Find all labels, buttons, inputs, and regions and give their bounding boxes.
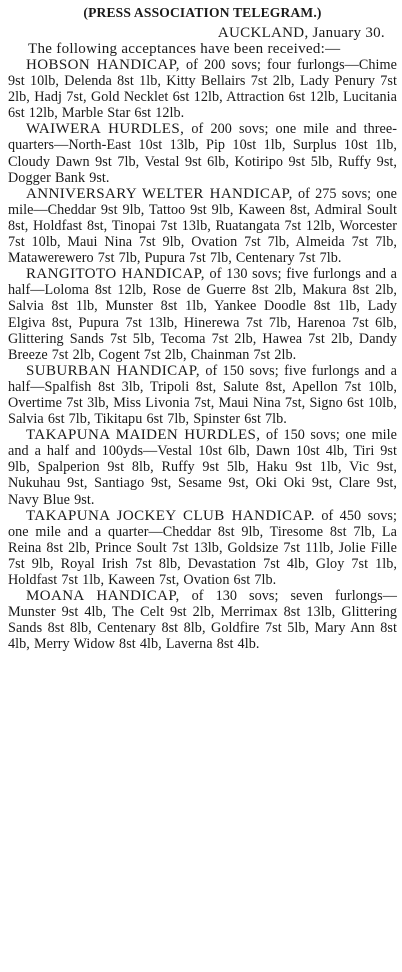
dateline: AUCKLAND, January 30.	[217, 25, 385, 41]
race-entry	[8, 186, 397, 266]
race-details: of 130 sovs; five furlongs and a half—Loloma 8st 12lb, Rose de Guerre 8st 2lb, Makura 8st 2lb, Salvia 8st 1lb, Munster 8st 1lb, Yankee Doodle 8st 1lb, Lady Elgiva 8st, Pupura 7st 13lb, Hinerewa 7st 7lb, Harenoa 7st 6lb, Glittering Sands 7st 5lb, Tecoma 7st 2lb, Hawea 7st 2lb, Dandy Breeze 7st 2lb, Cogent 7st 2lb, Chainman 7st 2lb.	[8, 266, 397, 363]
intro-paragraph: The following acceptances have been received:—	[28, 41, 341, 57]
race-entry	[8, 363, 397, 427]
race-details: of 150 sovs; one mile and a half and 100yds—Vestal 10st 6lb, Dawn 10st 4lb, Tiri 9st 9lb, Spalperion 9st 8lb, Ruffy 9st 5lb, Haku 9st 1lb, Vic 9st, Nukuhau 9st, Santiago 9st, Sesame 9st, Oki Oki 9st, Clare 9st, Navy Blue 9st.	[8, 427, 397, 508]
race-details: of 200 sovs; one mile and three-quarters—North-East 10st 13lb, Pip 10st 1lb, Surplus 10st 1lb, Cloudy Dawn 9st 7lb, Vestal 9st 6lb, Kotiripo 9st 5lb, Ruffy 9st, Dogger Bank 9st.	[8, 121, 397, 186]
race-title: TAKAPUNA JOCKEY CLUB HANDICAP.	[26, 507, 315, 524]
race-entry	[8, 266, 397, 363]
race-entry	[8, 588, 397, 652]
race-details: of 450 sovs; one mile and a quarter—Cheddar 8st 9lb, Tiresome 8st 7lb, La Reina 8st 2lb, Prince Soult 7st 13lb, Goldsize 7st 11lb, Jolie Fille 7st 9lb, Royal Irish 7st 8lb, Devastation 7st 4lb, Gloy 7st 1lb, Holdfast 7st 1lb, Kaween 7st, Ovation 6st 7lb.	[8, 507, 397, 588]
article-header: (PRESS ASSOCIATION TELEGRAM.)	[83, 5, 322, 20]
race-entry	[8, 508, 397, 588]
race-details: of 150 sovs; five furlongs and a half—Spalfish 8st 3lb, Tripoli 8st, Salute 8st, Apellon 7st 10lb, Overtime 7st 3lb, Miss Livonia 7st, Maui Nina 7st, Signo 6st 10lb, Salvia 6st 7lb, Tikitapu 6st 7lb, Spinster 6st 7lb.	[8, 362, 397, 428]
race-entry	[8, 121, 397, 185]
race-title: ANNIVERSARY WELTER HANDICAP,	[26, 185, 293, 202]
race-entry	[8, 427, 397, 507]
race-title: RANGITOTO HANDICAP,	[26, 266, 205, 283]
race-title: MOANA HANDICAP,	[26, 588, 180, 605]
race-title: WAIWERA HURDLES,	[26, 121, 185, 138]
race-title: HOBSON HANDICAP,	[26, 57, 180, 73]
race-details: of 275 sovs; one mile—Cheddar 9st 9lb, Tattoo 9st 9lb, Kaween 8st, Admiral Soult 8st, Holdfast 8st, Tinopai 7st 13lb, Ruatangata 7st 12lb, Worcester 7st 10lb, Maui Nina 7st 9lb, Ovation 7st 7lb, Almeida 7st 7lb, Matawerewero 7st 7lb, Pupura 7st 7lb, Centenary 7st 7lb.	[8, 185, 397, 267]
race-title: SUBURBAN HANDICAP,	[26, 362, 200, 379]
race-entry	[8, 57, 397, 121]
race-details: of 130 sovs; seven furlongs—Munster 9st 4lb, The Celt 9st 2lb, Merrimax 8st 13lb, Glittering Sands 8st 8lb, Centenary 8st 8lb, Goldfire 7st 5lb, Mary Ann 8st 4lb, Merry Widow 8st 4lb, Laverna 8st 4lb.	[8, 588, 397, 653]
race-details: of 200 sovs; four furlongs—Chime 9st 10lb, Delenda 8st 1lb, Kitty Bellairs 7st 2lb, Lady Penury 7st 2lb, Hadj 7st, Gold Necklet 6st 12lb, Attraction 6st 12lb, Lucitania 6st 12lb, Marble Star 6st 12lb.	[8, 57, 397, 122]
race-title: TAKAPUNA MAIDEN HURDLES,	[26, 427, 261, 444]
